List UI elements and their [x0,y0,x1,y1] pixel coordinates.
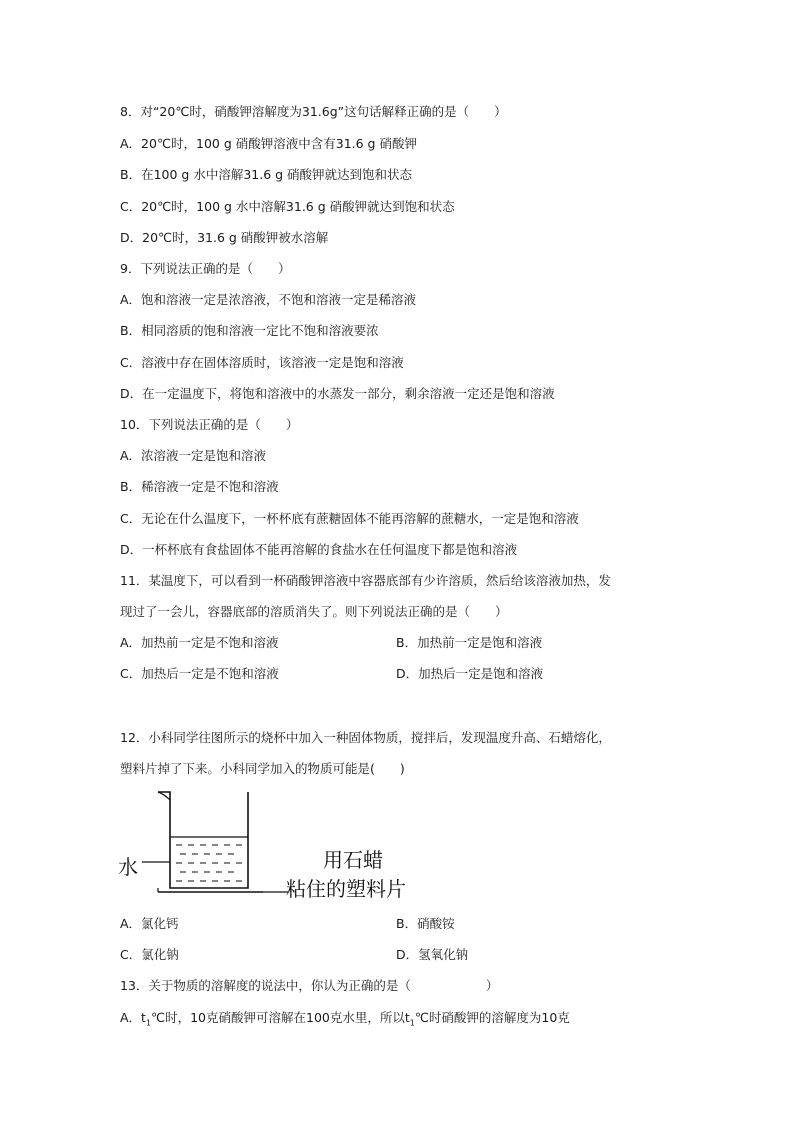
question-10-option-c: C．无论在什么温度下，一杯杯底有蔗糖固体不能再溶解的蔗糖水，一定是饱和溶液 [120,511,579,526]
question-9-option-d: D．在一定温度下，将饱和溶液中的水蒸发一部分，剩余溶液一定还是饱和溶液 [120,386,555,401]
question-9-stem: 9．下列说法正确的是（ ） [120,261,291,276]
question-12-stem-line1: 12．小科同学往图所示的烧杯中加入一种固体物质，搅拌后，发现温度升高、石蜡熔化， [120,730,611,745]
q13-a-pre: A．t [120,1010,146,1025]
question-12-option-a: A．氯化钙 [120,916,179,931]
question-10-option-a: A．浓溶液一定是饱和溶液 [120,448,267,463]
question-8-option-c: C．20℃时，100 g 水中溶解31.6 g 硝酸钾就达到饱和状态 [120,199,455,214]
question-11-option-a: A．加热前一定是不饱和溶液 [120,635,279,650]
question-12-stem-line2: 塑料片掉了下来。小科同学加入的物质可能是( ) [120,761,405,776]
q13-a-mid: ℃时，10克硝酸钾可溶解在100克水里，所以t [151,1010,410,1025]
plate-label: 粘住的塑料片 [286,877,406,901]
question-8-option-a: A．20℃时，100 g 硝酸钾溶液中含有31.6 g 硝酸钾 [120,136,417,151]
question-12-option-b: B．硝酸铵 [396,916,455,931]
question-8-option-b: B．在100 g 水中溶解31.6 g 硝酸钾就达到饱和状态 [120,167,413,182]
question-13-stem: 13．关于物质的溶解度的说法中，你认为正确的是（ ） [120,978,499,993]
question-12-option-c: C．氯化钠 [120,947,179,962]
q13-a-sub: 1 [145,1018,152,1028]
water-dashes [176,845,242,881]
question-9-option-b: B．相同溶质的饱和溶液一定比不饱和溶液要浓 [120,323,379,338]
question-8-option-d: D．20℃时，31.6 g 硝酸钾被水溶解 [120,230,329,245]
question-11-option-c: C．加热后一定是不饱和溶液 [120,666,279,681]
question-8-stem: 8．对“20℃时，硝酸钾溶解度为31.6g”这句话解释正确的是（ ） [120,104,507,119]
question-10-option-b: B．稀溶液一定是不饱和溶液 [120,479,279,494]
question-11-stem-line2: 现过了一会儿，容器底部的溶质消失了。则下列说法正确的是（ ） [120,604,508,619]
water-label: 水 [118,855,138,879]
question-11-option-d: D．加热后一定是饱和溶液 [396,666,544,681]
beaker-figure [118,788,408,901]
beaker-outline [158,792,248,888]
question-12-option-d: D．氢氧化钠 [396,947,469,962]
q13-a-sub2: 1 [409,1018,415,1028]
wax-label: 用石蜡 [323,848,383,872]
question-13-option-a [120,1010,570,1032]
question-10-option-d: D．一杯杯底有食盐固体不能再溶解的食盐水在任何温度下都是饱和溶液 [120,542,518,557]
question-11-stem-line1: 11．某温度下，可以看到一杯硝酸钾溶液中容器底部有少许溶质，然后给该溶液加热，发 [120,573,611,588]
question-11-option-b: B．加热前一定是饱和溶液 [396,635,543,650]
question-9-option-c: C．溶液中存在固体溶质时，该溶液一定是饱和溶液 [120,355,404,370]
question-10-stem: 10．下列说法正确的是（ ） [120,417,299,432]
beaker-spout [158,792,170,800]
q13-a-post: ℃时硝酸钾的溶解度为10克 [414,1010,570,1025]
question-9-option-a: A．饱和溶液一定是浓溶液，不饱和溶液一定是稀溶液 [120,292,417,307]
